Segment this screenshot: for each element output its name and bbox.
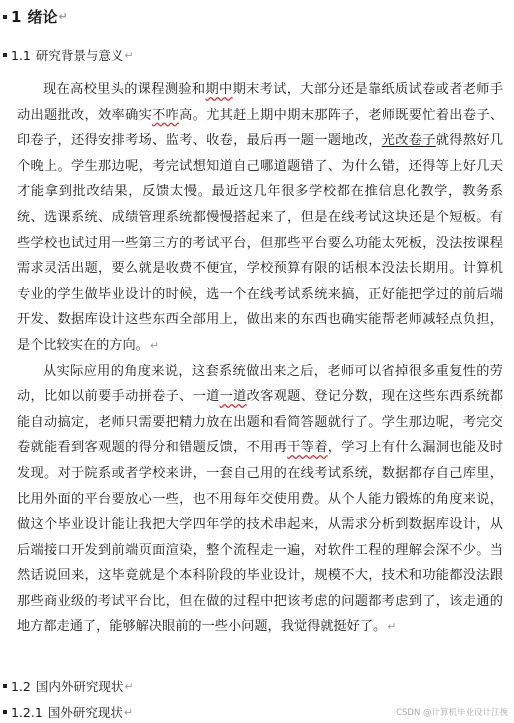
heading-title: 绪论 — [27, 8, 58, 26]
text-run: ，学习上有什么漏洞也能及时发现。对于院系或者学校来讲，一套自己用的在线考试系统，数据都存自己库里，比用外面的平台要放心一些，也不用每年交使用费。从个人能力锻炼的角度来说，做这个毕业设计能让我把大学四年学的技术串起来，从需求分析到数据库设计，从后端接口开发到前端页面渲染，整个流程走一遍，对软件工程的理解会深不少。当然话说回来，这毕竟就是个本科阶段的毕业设计，规模不大，技术和功能都没法跟那些商业级的考试平台比，但在做的过程中把该考虑的问题都考虑到了，该走通的地方都走通了，能够解决眼前的一些小问题，我觉得就挺好了。 — [17, 440, 504, 635]
text-run: 改客观题、登记分数，现在这些东西系统都能自动搞定，老师只需要把精力放在出题和看简答题就行了。学生那边呢，考完交卷就能看到客观题的得分和错题反馈，不用再 — [17, 389, 504, 456]
heading-number: 1 — [11, 7, 22, 26]
heading-bullet — [3, 684, 7, 688]
heading-1 — [3, 6, 68, 27]
paragraph-mark: ↵ — [149, 338, 160, 352]
paragraph-mark: ↵ — [58, 10, 68, 23]
watermark: CSDN @计算机毕业设计江挽 — [396, 708, 508, 718]
heading-title: 研究背景与意义 — [35, 48, 124, 63]
heading-bullet — [3, 53, 7, 57]
text-run: 期末考试，大部分还是靠纸质试卷或者老师手动出题批改，效率确实 — [17, 82, 504, 123]
text-run-spellcheck: 不咋 — [152, 107, 180, 123]
paragraph-mark: ↵ — [123, 705, 134, 719]
paragraph-mark: ↵ — [124, 679, 134, 693]
heading-title: 国内外研究现状 — [35, 679, 124, 694]
paragraph-mark: ↵ — [387, 620, 397, 634]
heading-1-2-1 — [3, 703, 133, 721]
heading-number: 1.2 — [11, 678, 31, 694]
paragraph-background — [17, 77, 503, 359]
heading-number: 1.1 — [11, 47, 31, 63]
heading-1-1 — [3, 46, 134, 64]
paragraph-significance — [17, 359, 503, 641]
heading-bullet — [3, 710, 7, 714]
text-run-spellcheck: 一道 — [219, 389, 247, 405]
text-run-underlined: 光改卷子 — [381, 133, 436, 149]
heading-number: 1.2.1 — [11, 704, 43, 720]
heading-1-2 — [3, 677, 134, 695]
text-run-spellcheck: 期中 — [205, 82, 233, 97]
text-run: 从实际应用的角度来说，这套系统做出来之后，老师可以省掉很多重复性的劳动，比如以前要手动拼卷子、一道 — [17, 363, 503, 405]
heading-bullet — [3, 15, 7, 19]
paragraph-mark: ↵ — [124, 48, 134, 62]
text-run: 现在高校里头的课程测验和 — [43, 82, 206, 97]
heading-title: 国外研究现状 — [47, 705, 123, 720]
text-run: 就得熬好几个晚上。学生那边呢，考完试想知道自己哪道题错了、为什么错，还得等上好几天才能拿到批改结果，反馈太慢。最近这几年很多学校都在推信息化教学，教务系统、选课系统、成绩管理系统都慢慢搭起来了，但是在线考试这块还是个短板。有些学校也试过用一些第三方的考试平台，但那些平台要么功能太死板，没法按课程需求灵活出题，要么就是收费不便宜，学校预算有限的话根本没法长期用。计算机专业的学生做毕业设计的时候，选一个在线考试系统来搞，正好能把学过的前后端开发、数据库设计这些东西全部用上，做出来的东西也确实能帮老师减轻点负担，是个比较实在的方向。 — [17, 133, 504, 353]
text-run: 高。尤其赶上期中期末那阵子，老师既要忙着出卷子、印卷子，还得安排考场、监考、收卷，最后再一题一题地改， — [17, 107, 504, 149]
body-text — [17, 77, 503, 640]
text-run-spellcheck: 干等着 — [287, 440, 328, 456]
